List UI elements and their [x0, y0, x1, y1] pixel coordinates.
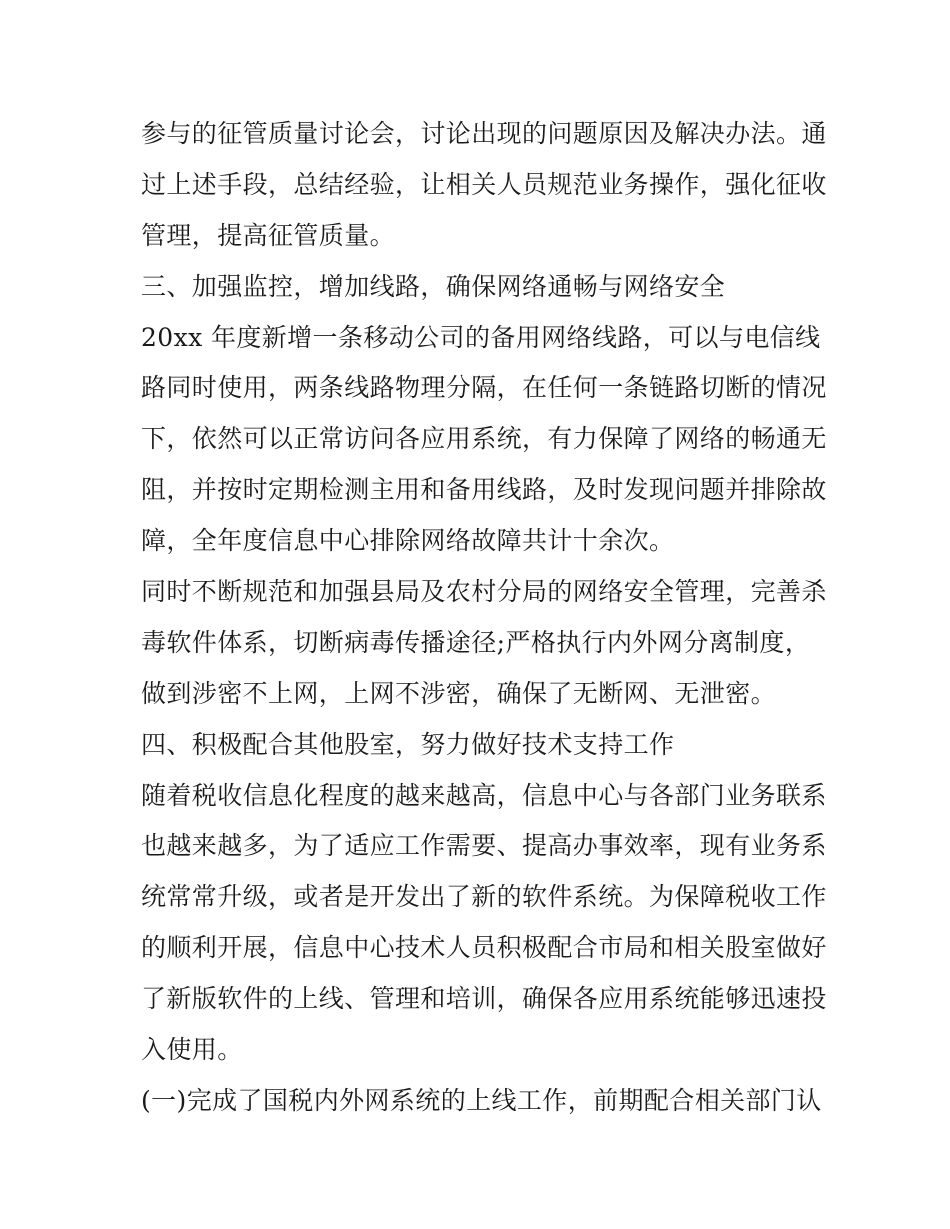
text-line: 路同时使用，两条线路物理分隔，在任何一条链路切断的情况	[141, 373, 827, 403]
text-line: 入使用。	[141, 1035, 243, 1065]
text-line: 管理，提高征管质量。	[141, 220, 396, 250]
text-line: 20xx 年度新增一条移动公司的备用网络线路，可以与电信线	[141, 322, 821, 352]
text-line: 随着税收信息化程度的越来越高，信息中心与各部门业务联系	[141, 780, 827, 810]
text-line: 毒软件体系，切断病毒传播途径;严格执行内外网分离制度，	[141, 627, 811, 657]
text-line: 了新版软件的上线、管理和培训，确保各应用系统能够迅速投	[141, 984, 827, 1014]
document-body	[141, 109, 827, 1127]
text-line: 的顺利开展，信息中心技术人员积极配合市局和相关股室做好	[141, 933, 827, 963]
text-line: 也越来越多，为了适应工作需要、提高办事效率，现有业务系	[141, 831, 827, 861]
text-line: 同时不断规范和加强县局及农村分局的网络安全管理，完善杀	[141, 577, 827, 607]
text-line: 障，全年度信息中心排除网络故障共计十余次。	[141, 526, 675, 556]
text-line: 下，依然可以正常访问各应用系统，有力保障了网络的畅通无	[141, 424, 827, 454]
text-line: 统常常升级，或者是开发出了新的软件系统。为保障税收工作	[141, 882, 827, 912]
section-heading: 四、积极配合其他股室，努力做好技术支持工作	[141, 729, 675, 759]
text-line: (一)完成了国税内外网系统的上线工作，前期配合相关部门认	[141, 1085, 822, 1115]
text-line: 参与的征管质量讨论会，讨论出现的问题原因及解决办法。通	[141, 119, 827, 148]
section-heading: 三、加强监控，增加线路，确保网络通畅与网络安全	[141, 271, 726, 301]
text-line: 阻，并按时定期检测主用和备用线路，及时发现问题并排除故	[141, 475, 827, 505]
text-line: 过上述手段，总结经验，让相关人员规范业务操作，强化征收	[141, 169, 827, 199]
text-line: 做到涉密不上网，上网不涉密，确保了无断网、无泄密。	[141, 678, 777, 708]
